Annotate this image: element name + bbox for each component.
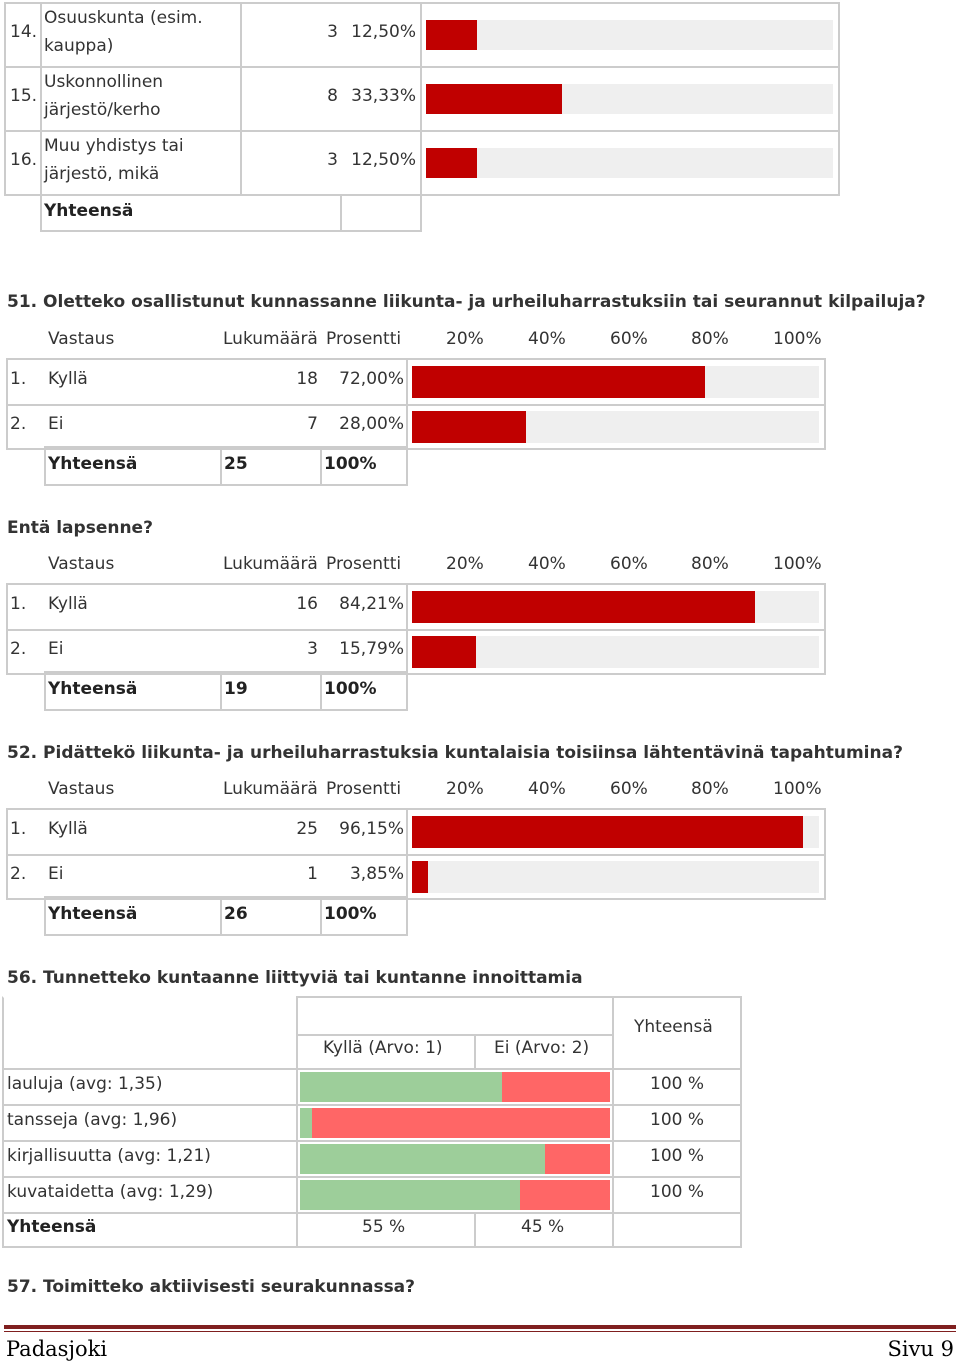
row-total: 100 % bbox=[650, 1110, 705, 1130]
row-label: Kyllä bbox=[48, 594, 88, 614]
yes-segment bbox=[300, 1108, 312, 1138]
scale-40: 40% bbox=[528, 554, 566, 574]
row-percent: 12,50% bbox=[351, 22, 416, 42]
row-percent: 33,33% bbox=[351, 86, 416, 106]
row-label: Kyllä bbox=[48, 819, 88, 839]
no-segment bbox=[502, 1072, 611, 1102]
header-percent: Prosentti bbox=[326, 779, 402, 799]
total-percent: 100% bbox=[324, 904, 377, 924]
scale-100: 100% bbox=[773, 329, 822, 349]
bar-fill bbox=[426, 148, 477, 178]
no-segment bbox=[312, 1108, 610, 1138]
row-label: tansseja (avg: 1,96) bbox=[7, 1110, 178, 1130]
total-count: 25 bbox=[224, 454, 248, 474]
yes-segment bbox=[300, 1072, 502, 1102]
scale-60: 60% bbox=[610, 329, 648, 349]
bar-fill bbox=[426, 20, 477, 50]
scale-60: 60% bbox=[610, 554, 648, 574]
bar-track bbox=[412, 636, 819, 668]
total-row bbox=[612, 1212, 742, 1248]
total-no: 45 % bbox=[521, 1217, 565, 1237]
row-count: 18 bbox=[296, 369, 318, 389]
row-percent: 28,00% bbox=[339, 414, 404, 434]
bar-track bbox=[426, 20, 833, 50]
bar-fill bbox=[412, 816, 803, 848]
total-yes: 55 % bbox=[362, 1217, 406, 1237]
total-label: Yhteensä bbox=[7, 1217, 97, 1237]
row-label: kuvataidetta (avg: 1,29) bbox=[7, 1182, 214, 1202]
scale-40: 40% bbox=[528, 779, 566, 799]
bar-track bbox=[412, 591, 819, 623]
bar-fill bbox=[412, 591, 755, 623]
row-count: 3 bbox=[327, 22, 338, 42]
col-yes-header: Kyllä (Arvo: 1) bbox=[323, 1038, 443, 1058]
total-count: 19 bbox=[224, 679, 248, 699]
header-cell bbox=[296, 996, 614, 1036]
total-label: Yhteensä bbox=[48, 454, 138, 474]
row-number: 2. bbox=[10, 864, 27, 884]
total-label: Yhteensä bbox=[48, 679, 138, 699]
no-segment bbox=[520, 1180, 610, 1210]
scale-80: 80% bbox=[691, 554, 729, 574]
row-number: 1. bbox=[10, 819, 27, 839]
bar-track bbox=[412, 861, 819, 893]
row-label: Uskonnollinen bbox=[44, 72, 164, 92]
row-number: 15. bbox=[10, 86, 38, 106]
yes-segment bbox=[300, 1144, 545, 1174]
col-total-header: Yhteensä bbox=[634, 1017, 713, 1037]
scale-60: 60% bbox=[610, 779, 648, 799]
header-count: Lukumäärä bbox=[223, 329, 318, 349]
bar-track bbox=[412, 816, 819, 848]
question-title: 56. Tunnetteko kuntaanne liittyviä tai kuntanne innoittamia bbox=[7, 968, 583, 988]
header-answer: Vastaus bbox=[48, 779, 115, 799]
header-cell bbox=[2, 996, 298, 1070]
scale-80: 80% bbox=[691, 779, 729, 799]
total-label: Yhteensä bbox=[44, 201, 134, 221]
header-answer: Vastaus bbox=[48, 554, 115, 574]
row-number: 2. bbox=[10, 639, 27, 659]
footer-rule bbox=[4, 1325, 956, 1329]
row-label: kirjallisuutta (avg: 1,21) bbox=[7, 1146, 211, 1166]
total-percent: 100% bbox=[324, 454, 377, 474]
question-title: 51. Oletteko osallistunut kunnassanne liikunta- ja urheiluharrastuksiin tai seurannut kilpailuja? bbox=[7, 292, 926, 312]
bar-fill bbox=[412, 411, 526, 443]
row-label: Kyllä bbox=[48, 369, 88, 389]
header-percent: Prosentti bbox=[326, 554, 402, 574]
row-percent: 15,79% bbox=[339, 639, 404, 659]
total-row bbox=[340, 194, 422, 232]
row-count: 3 bbox=[327, 150, 338, 170]
bar-fill bbox=[412, 636, 476, 668]
row-count: 1 bbox=[307, 864, 318, 884]
row-percent: 12,50% bbox=[351, 150, 416, 170]
row-count: 3 bbox=[307, 639, 318, 659]
bar-track bbox=[412, 411, 819, 443]
footer-right: Sivu 9 bbox=[887, 1337, 954, 1361]
row-label: Ei bbox=[48, 864, 64, 884]
row-count: 16 bbox=[296, 594, 318, 614]
row-label: lauluja (avg: 1,35) bbox=[7, 1074, 163, 1094]
header-count: Lukumäärä bbox=[223, 779, 318, 799]
row-number: 2. bbox=[10, 414, 27, 434]
row-count: 25 bbox=[296, 819, 318, 839]
scale-20: 20% bbox=[446, 779, 484, 799]
question-title: 57. Toimitteko aktiivisesti seurakunnassa? bbox=[7, 1277, 416, 1297]
row-number: 1. bbox=[10, 369, 27, 389]
header-count: Lukumäärä bbox=[223, 554, 318, 574]
question-title: Entä lapsenne? bbox=[7, 518, 153, 538]
scale-80: 80% bbox=[691, 329, 729, 349]
no-segment bbox=[545, 1144, 610, 1174]
scale-20: 20% bbox=[446, 329, 484, 349]
bar-fill bbox=[412, 861, 428, 893]
row-count: 8 bbox=[327, 86, 338, 106]
row-label: järjestö, mikä bbox=[44, 164, 160, 184]
col-no-header: Ei (Arvo: 2) bbox=[494, 1038, 590, 1058]
row-total: 100 % bbox=[650, 1146, 705, 1166]
question-title: 52. Pidättekö liikunta- ja urheiluharrastuksia kuntalaisia toisiinsa lähtentävinä tapahtumina? bbox=[7, 743, 903, 763]
row-percent: 72,00% bbox=[339, 369, 404, 389]
total-percent: 100% bbox=[324, 679, 377, 699]
scale-100: 100% bbox=[773, 779, 822, 799]
bar-track bbox=[426, 84, 833, 114]
footer-left: Padasjoki bbox=[6, 1337, 108, 1361]
footer-rule-thin bbox=[4, 1331, 956, 1332]
yes-segment bbox=[300, 1180, 520, 1210]
row-total: 100 % bbox=[650, 1182, 705, 1202]
row-label: kauppa) bbox=[44, 36, 114, 56]
row-percent: 96,15% bbox=[339, 819, 404, 839]
row-number: 16. bbox=[10, 150, 38, 170]
header-answer: Vastaus bbox=[48, 329, 115, 349]
scale-20: 20% bbox=[446, 554, 484, 574]
header-percent: Prosentti bbox=[326, 329, 402, 349]
row-total: 100 % bbox=[650, 1074, 705, 1094]
row-label: järjestö/kerho bbox=[44, 100, 161, 120]
row-label: Ei bbox=[48, 639, 64, 659]
row-number: 1. bbox=[10, 594, 27, 614]
row-label: Ei bbox=[48, 414, 64, 434]
row-number: 14. bbox=[10, 22, 38, 42]
bar-fill bbox=[426, 84, 562, 114]
row-percent: 84,21% bbox=[339, 594, 404, 614]
scale-40: 40% bbox=[528, 329, 566, 349]
scale-100: 100% bbox=[773, 554, 822, 574]
row-label: Muu yhdistys tai bbox=[44, 136, 184, 156]
bar-track bbox=[412, 366, 819, 398]
row-count: 7 bbox=[307, 414, 318, 434]
bar-track bbox=[426, 148, 833, 178]
row-percent: 3,85% bbox=[349, 864, 404, 884]
total-label: Yhteensä bbox=[48, 904, 138, 924]
row-label: Osuuskunta (esim. bbox=[44, 8, 203, 28]
total-count: 26 bbox=[224, 904, 248, 924]
bar-fill bbox=[412, 366, 705, 398]
